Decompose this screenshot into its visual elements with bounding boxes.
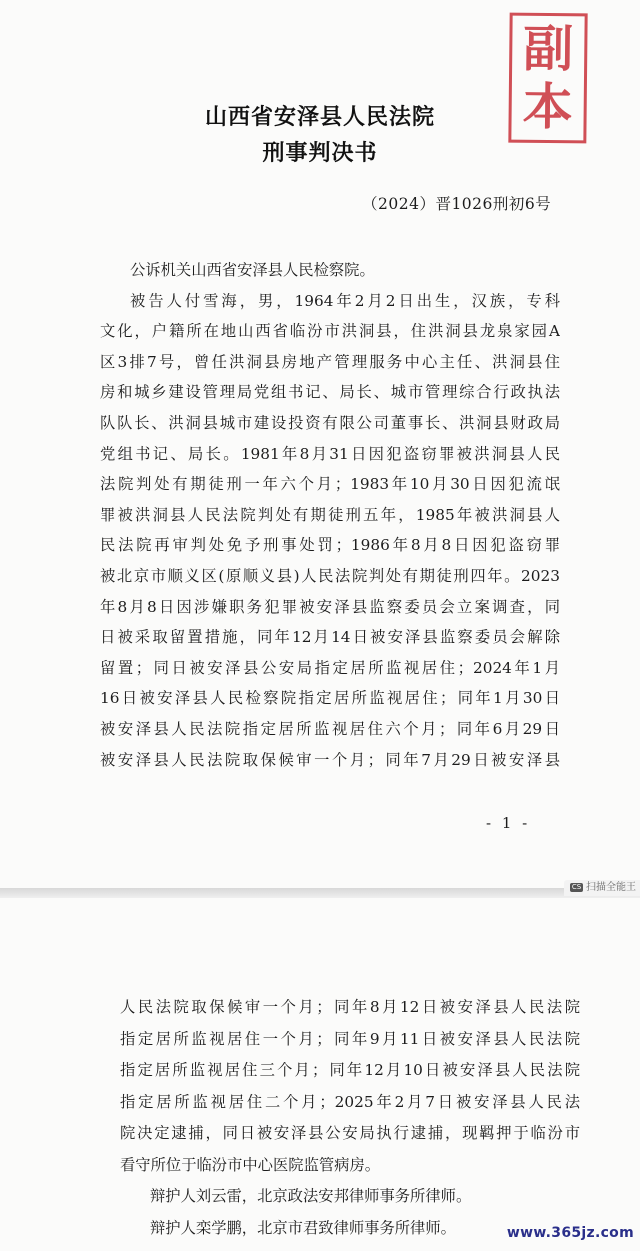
text-line: 被安泽县人民法院取保候审一个月；同年7月29日被安泽县 xyxy=(100,750,560,769)
text-line: 公诉机关山西省安泽县人民检察院。 xyxy=(130,261,375,279)
scanner-app-tag xyxy=(564,880,640,896)
text-line: 区3排7号，曾任洪洞县房地产管理服务中心主任、洪洞县住 xyxy=(100,352,560,371)
site-watermark: www.365jz.com xyxy=(506,1225,634,1241)
text-line: 罪被洪洞县人民法院判处有期徒刑五年，1985年被洪洞县人 xyxy=(100,505,560,524)
text-line: 年8月8日因涉嫌职务犯罪被安泽县监察委员会立案调查，同 xyxy=(100,597,560,616)
defense-counsel-line: 辩护人栾学鹏，北京市君致律师事务所律师。 xyxy=(150,1218,456,1237)
stamp-char-1: 副 xyxy=(523,19,574,79)
text-line: 党组书记、局长。1981年8月31日因犯盗窃罪被洪洞县人民 xyxy=(100,444,560,463)
case-number: （2024）晋1026刑初6号 xyxy=(362,195,552,213)
scanner-app-icon: CS xyxy=(571,882,582,891)
text-line: 被安泽县人民法院指定居所监视居住六个月；同年6月29日 xyxy=(100,719,560,738)
text-line: 指定居所监视居住三个月；同年12月10日被安泽县人民法院 xyxy=(120,1061,580,1079)
text-line: 看守所位于临汾市中心医院监管病房。 xyxy=(120,1155,381,1174)
text-line: 人民法院取保候审一个月；同年8月12日被安泽县人民法院 xyxy=(120,998,580,1016)
page2-body xyxy=(120,992,580,1244)
text-line: 法院判处有期徒刑一年六个月；1983年10月30日因犯流氓 xyxy=(100,475,560,494)
text-line: 院决定逮捕，同日被安泽县公安局执行逮捕，现羁押于临汾市 xyxy=(120,1124,580,1142)
text-line: 日被采取留置措施，同年12月14日被安泽县监察委员会解除 xyxy=(100,628,560,647)
document-type: 刑事判决书 xyxy=(262,141,378,166)
text-line: 留置；同日被安泽县公安局指定居所监视居住；2024年1月 xyxy=(100,658,560,677)
stamp-char-2: 本 xyxy=(522,77,573,137)
page-separator xyxy=(0,888,640,898)
text-line: 民法院再审判处免予刑事处罚；1986年8月8日因犯盗窃罪 xyxy=(100,536,560,555)
text-line: 房和城乡建设管理局党组书记、局长、城市管理综合行政执法 xyxy=(100,383,560,402)
scanner-app-label: 扫描全能王 xyxy=(586,882,636,893)
text-line: 队队长、洪洞县城市建设投资有限公司董事长、洪洞县财政局 xyxy=(100,413,560,432)
text-line: 被北京市顺义区(原顺义县)人民法院判处有期徒刑四年。2023 xyxy=(100,566,560,585)
text-line: 16日被安泽县人民检察院指定居所监视居住；同年1月30日 xyxy=(100,689,560,708)
page1-body xyxy=(100,255,560,775)
defense-counsel-line: 辩护人刘云雷，北京政法安邦律师事务所律师。 xyxy=(150,1187,472,1205)
page-number: - 1 - xyxy=(486,814,531,832)
text-line: 文化，户籍所在地山西省临汾市洪洞县，住洪洞县龙泉家园A xyxy=(100,322,560,341)
text-line: 被告人付雪海，男，1964年2月2日出生，汉族，专科 xyxy=(130,291,560,310)
court-name: 山西省安泽县人民法院 xyxy=(204,105,435,130)
text-line: 指定居所监视居住一个月；同年9月11日被安泽县人民法院 xyxy=(120,1029,580,1048)
text-line: 指定居所监视居住二个月；2025年2月7日被安泽县人民法 xyxy=(120,1092,580,1111)
